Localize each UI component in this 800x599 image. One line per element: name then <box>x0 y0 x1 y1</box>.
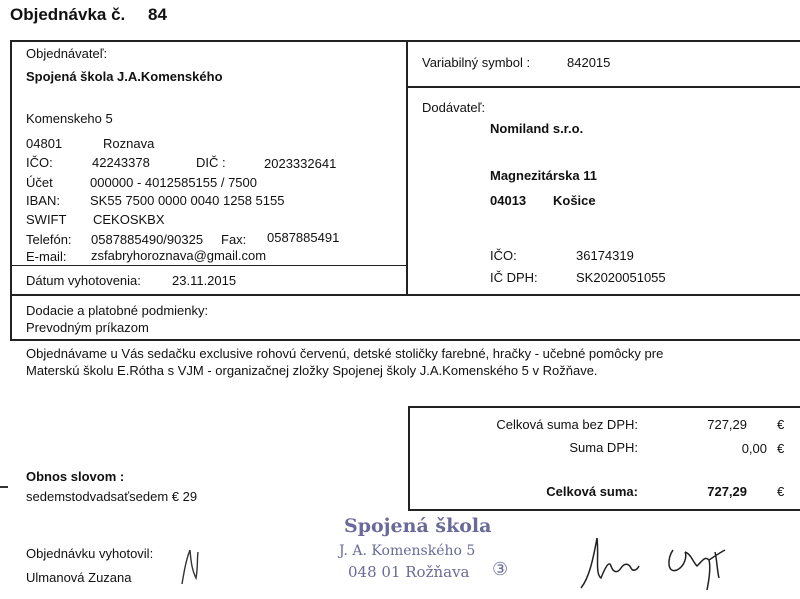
buyer-name: Spojená škola J.A.Komenského <box>26 69 223 84</box>
description-line-1: Objednávame u Vás sedačku exclusive rohovú červenú, detské stoličky farebné, hračky - učebné pomôcky pre <box>26 346 664 361</box>
supplier-icdph: SK2020051055 <box>576 270 666 285</box>
buyer-iban-label: IBAN: <box>26 193 60 208</box>
stamp-mark: ③ <box>492 559 509 580</box>
buyer-phone-label: Telefón: <box>26 232 72 247</box>
amount-words-value: sedemstodvadsaťsedem € 29 <box>26 489 198 504</box>
edge-mark <box>0 486 8 488</box>
totals-top <box>408 406 800 408</box>
buyer-ico-label: IČO: <box>26 155 53 170</box>
order-number: 84 <box>148 5 167 24</box>
stamp-line-3: 048 01 Rožňava <box>348 563 470 581</box>
buyer-account-label: Účet <box>26 175 53 190</box>
vat-value: 0,00 <box>741 441 767 456</box>
grand-total-value: 727,29 <box>707 484 747 499</box>
title-label: Objednávka č. <box>10 5 126 24</box>
variable-symbol-value: 842015 <box>567 55 611 70</box>
supplier-icdph-label: IČ DPH: <box>490 270 538 285</box>
supplier-city: Košice <box>553 193 596 208</box>
issuer-name: Ulmanová Zuzana <box>26 570 132 585</box>
terms-bottom <box>10 339 800 341</box>
buyer-account: 000000 - 4012585155 / 7500 <box>90 175 257 190</box>
handwritten-signature-icon <box>575 530 750 595</box>
page-title <box>10 5 167 25</box>
supplier-ico-label: IČO: <box>490 248 517 263</box>
frame-top <box>10 40 800 42</box>
buyer-swift-label: SWIFT <box>26 212 67 227</box>
buyer-dic: 2023332641 <box>264 156 337 171</box>
net-total-label: Celková suma bez DPH: <box>496 417 638 432</box>
vat-label: Suma DPH: <box>569 440 638 455</box>
supplier-ico: 36174319 <box>576 248 634 263</box>
buyer-fax-label: Fax: <box>221 232 247 247</box>
vs-divider <box>406 86 800 88</box>
buyer-iban: SK55 7500 0000 0040 1258 5155 <box>90 193 285 208</box>
net-total-value: 727,29 <box>707 417 747 432</box>
stamp-line-1: Spojená škola <box>344 515 492 537</box>
buyer-fax: 0587885491 <box>267 230 340 245</box>
currency-symbol: € <box>777 441 785 456</box>
totals-bottom <box>408 509 800 511</box>
terms-label: Dodacie a platobné podmienky: <box>26 303 209 318</box>
date-label: Dátum vyhotovenia: <box>26 273 141 288</box>
terms-value: Prevodným príkazom <box>26 320 149 335</box>
issuer-label: Objednávku vyhotovil: <box>26 546 154 561</box>
date-value: 23.11.2015 <box>172 273 237 288</box>
supplier-zip: 04013 <box>490 193 527 208</box>
description-line-2: Materskú školu E.Rótha s VJM - organizačnej zložky Spojenej školy J.A.Komenského 5 v Rožňave. <box>26 363 598 378</box>
grand-total-label: Celková suma: <box>546 484 638 499</box>
buyer-email-label: E-mail: <box>26 249 67 264</box>
buyer-city: Roznava <box>103 136 155 151</box>
buyer-dic-label: DIČ : <box>196 155 226 170</box>
buyer-phone: 0587885490/90325 <box>91 232 204 247</box>
buyer-email: zsfabryhoroznava@gmail.com <box>91 248 267 263</box>
stamp-line-2: J. A. Komenského 5 <box>339 543 476 559</box>
amount-words-label: Obnos slovom : <box>26 469 125 484</box>
buyer-label: Objednávateľ: <box>26 46 108 61</box>
initials-signature-icon <box>176 544 202 588</box>
supplier-label: Dodávateľ: <box>422 100 486 115</box>
buyer-ico: 42243378 <box>92 155 150 170</box>
currency-symbol: € <box>777 417 785 432</box>
date-divider <box>10 265 407 266</box>
header-bottom <box>10 294 800 296</box>
buyer-zip: 04801 <box>26 136 63 151</box>
supplier-street: Magnezitárska 11 <box>490 168 597 183</box>
totals-left <box>408 406 410 511</box>
currency-symbol: € <box>777 484 785 499</box>
buyer-street: Komenskeho 5 <box>26 111 113 126</box>
variable-symbol-label: Variabilný symbol : <box>422 55 531 70</box>
supplier-name: Nomiland s.r.o. <box>490 121 584 136</box>
buyer-swift: CEKOSKBX <box>93 212 165 227</box>
frame-middle <box>406 40 408 295</box>
